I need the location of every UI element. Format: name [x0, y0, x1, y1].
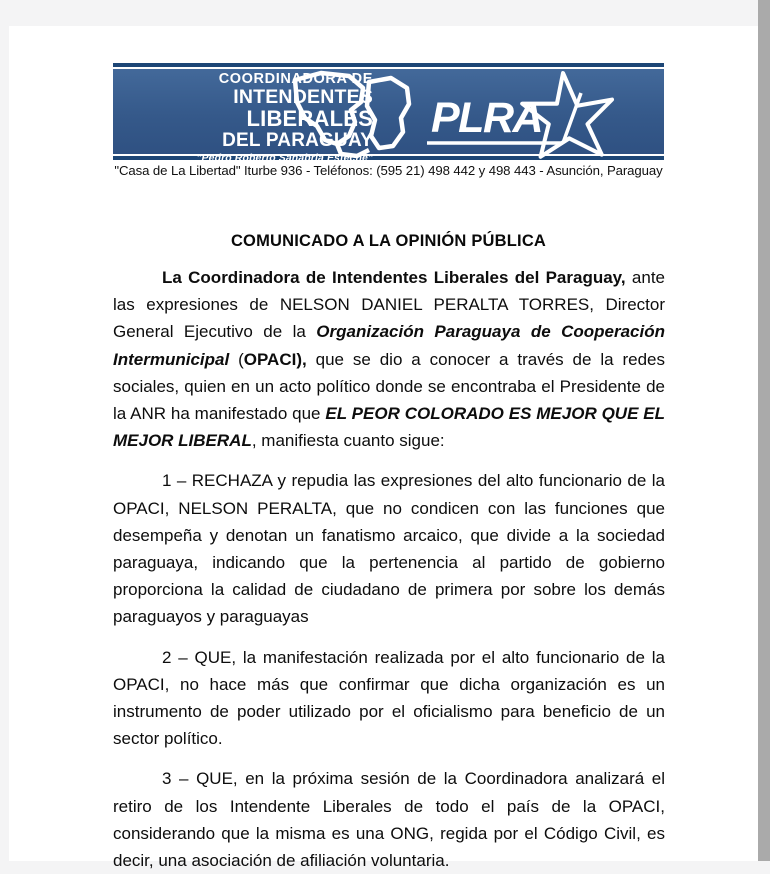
text-run: Organización Paraguaya de Cooperación Intermunicipal — [113, 322, 665, 369]
text-run: 3 – QUE, en la próxima sesión de la Coordinadora analizará el retiro de los Intendente Liberales de todo el país de la OPACI, considerando que la misma es una ONG, regida por el Código Civil, es decir, una asociación de afiliación voluntaria. — [113, 769, 665, 871]
document-title: COMUNICADO A LA OPINIÓN PÚBLICA — [230, 232, 547, 250]
paragraph-item-2 — [113, 644, 665, 753]
paragraph-item-3 — [113, 765, 665, 874]
wordmark-line-2: INTENDENTES — [233, 85, 373, 108]
document-page — [9, 26, 758, 871]
text-run: que se dio a conocer a través de la redes sociales, quien en un acto político donde se encontraba el Presidente de la ANR ha manifestado que — [113, 349, 665, 424]
document-body — [113, 264, 665, 874]
wordmark-line-1: COORDINADORA DE — [218, 71, 373, 87]
paraguay-map-icon — [291, 66, 426, 158]
viewer-top-band — [0, 0, 770, 26]
plra-acronym: PLRA — [431, 94, 543, 142]
text-run: EL PEOR COLORADO ES MEJOR QUE EL MEJOR LIBERAL — [113, 404, 666, 451]
vertical-scrollbar[interactable] — [758, 0, 770, 861]
letterhead-address: "Casa de La Libertad" Iturbe 936 - Teléfonos: (595 21) 498 442 y 498 443 - Asunción, Paraguay — [114, 163, 663, 178]
paragraph-intro — [113, 264, 665, 454]
text-run: ( — [229, 349, 244, 369]
text-run: , manifiesta cuanto sigue: — [251, 431, 445, 451]
scrollbar-thumb[interactable] — [758, 0, 770, 861]
wordmark-line-3: LIBERALES — [246, 106, 373, 131]
paragraph-item-1 — [113, 467, 665, 630]
text-run: 1 – RECHAZA y repudia las expresiones del alto funcionario de la OPACI, NELSON PERALTA, que no condicen con las funciones que desempeña y denotan un fanatismo arcaico, que divide a la sociedad paraguaya, indicando que la pertenencia al partido de gobierno proporciona la calidad de ciudadano de primera por sobre los demás paraguayos y paraguayas — [113, 471, 665, 627]
organization-banner — [113, 69, 664, 164]
letterhead — [113, 63, 664, 178]
text-run: OPACI), — [243, 349, 307, 369]
text-run: La Coordinadora de Intendentes Liberales del Paraguay, — [162, 268, 626, 287]
plra-logo — [413, 73, 663, 153]
text-run: 2 – QUE, la manifestación realizada por el alto funcionario de la OPACI, no hace más que confirmar que dicha organización es un instrumento de poder utilizado por el oficialismo para beneficio de un sector político. — [113, 647, 665, 749]
text-run: ante las expresiones de NELSON DANIEL PERALTA TORRES, Director General Ejecutivo de la — [113, 268, 666, 342]
wordmark-line-4: DEL PARAGUAY — [222, 130, 373, 151]
wordmark-motto: "Pedro Roberto Sanabria Esteche" — [196, 152, 373, 164]
